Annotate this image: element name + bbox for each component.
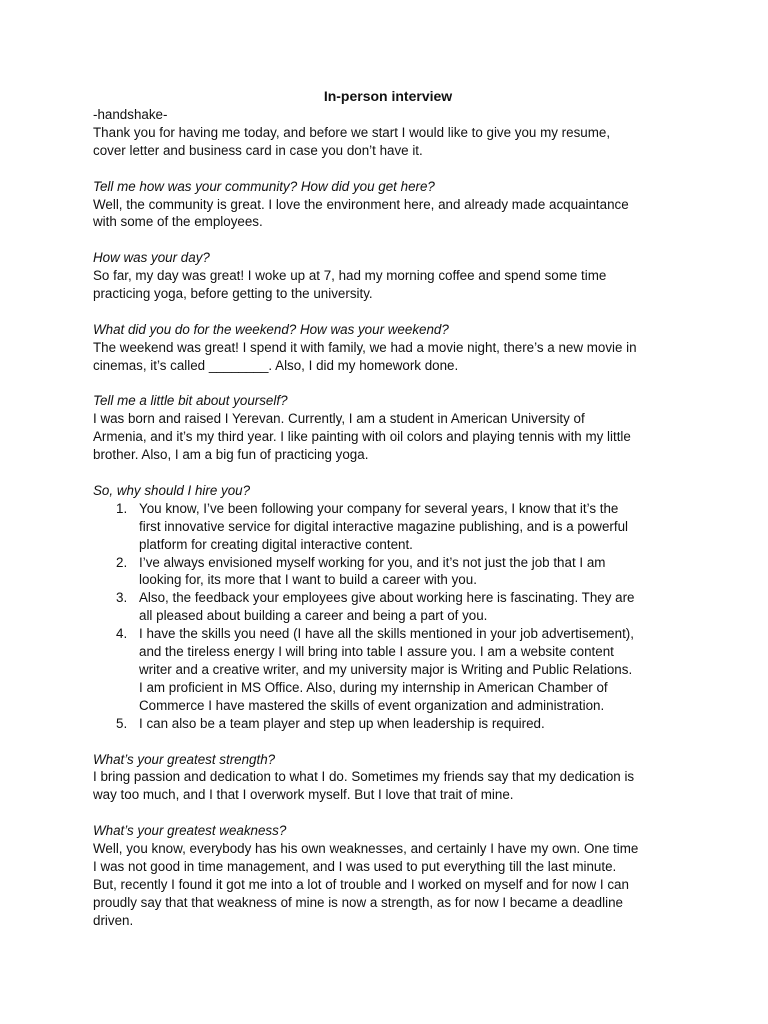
document-title: In-person interview	[323, 88, 453, 104]
list-item-text: I can also be a team player and step up when leadership is required.	[139, 715, 545, 731]
list-item-number: 4.	[116, 626, 128, 642]
question-hire: So, why should I hire you?	[93, 482, 251, 498]
list-item-number: 5.	[116, 715, 128, 731]
answer-strength: I bring passion and dedication to what I do. Sometimes my friends say that my dedication is way too much, and I that I overwork myself. But I love that trait of mine.	[93, 769, 635, 803]
question-day: How was your day?	[93, 250, 210, 266]
document-body	[93, 87, 683, 930]
paragraph-gap	[93, 160, 683, 178]
answer-weekend: The weekend was great! I spend it with family, we had a movie night, there’s a new movie in cinemas, it’s called ________. Also, I did my homework done.	[93, 339, 637, 373]
question-weakness: What’s your greatest weakness?	[93, 823, 287, 839]
question-yourself: Tell me a little bit about yourself?	[93, 393, 288, 409]
list-item	[93, 500, 683, 554]
list-item-text: I have the skills you need (I have all the skills mentioned in your job advertisement), and the tireless energy I will bring into table I assure you. I am a website content writer and a creative writer, and my university major is Writing and Public Relations. I am proficient in MS Office. Also, during my internship in American Chamber of Commerce I have mastered the skills of event organization and administration.	[139, 626, 634, 713]
list-item-text: You know, I’ve been following your company for several years, I know that it’s the first innovative service for digital interactive magazine publishing, and is a powerful platform for creating digital interactive content.	[139, 500, 629, 552]
hire-reasons-list	[93, 500, 683, 733]
list-item	[93, 625, 683, 715]
list-item-text: Also, the feedback your employees give about working here is fascinating. They are all pleased about building a career and being a part of you.	[139, 590, 635, 624]
list-item-text: I’ve always envisioned myself working for you, and it’s not just the job that I am looking for, its more that I want to build a career with you.	[139, 554, 606, 588]
paragraph-gap	[93, 804, 683, 822]
list-item	[93, 715, 683, 733]
paragraph-gap	[93, 375, 683, 393]
list-item	[93, 554, 683, 590]
question-weekend: What did you do for the weekend? How was your weekend?	[93, 321, 449, 337]
list-item-number: 1.	[116, 500, 128, 516]
paragraph-gap	[93, 231, 683, 249]
list-item-number: 3.	[116, 590, 128, 606]
answer-weakness: Well, you know, everybody has his own weaknesses, and certainly I have my own. One time I was not good in time management, and I was used to put everything till the last minute. But, recently I found it got me into a lot of trouble and I worked on myself and for now I can proudly say that that weakness of mine is now a strength, as for now I became a deadline driven.	[93, 841, 639, 928]
paragraph-gap	[93, 733, 683, 751]
opening-handshake: -handshake-	[93, 107, 168, 122]
opening-statement: Thank you for having me today, and before we start I would like to give you my resume, cover letter and business card in case you don’t have it.	[93, 124, 611, 158]
answer-yourself: I was born and raised I Yerevan. Currently, I am a student in American University of Armenia, and it’s my third year. I like painting with oil colors and playing tennis with my little brother. Also, I am a big fun of practicing yoga.	[93, 411, 631, 463]
answer-community: Well, the community is great. I love the environment here, and already made acquaintance with some of the employees.	[93, 196, 629, 230]
list-item	[93, 589, 683, 625]
list-item-number: 2.	[116, 554, 128, 570]
question-community: Tell me how was your community? How did you get here?	[93, 178, 435, 194]
paragraph-gap	[93, 464, 683, 482]
question-strength: What’s your greatest strength?	[93, 751, 276, 767]
answer-day: So far, my day was great! I woke up at 7, had my morning coffee and spend some time practicing yoga, before getting to the university.	[93, 268, 607, 302]
paragraph-gap	[93, 303, 683, 321]
